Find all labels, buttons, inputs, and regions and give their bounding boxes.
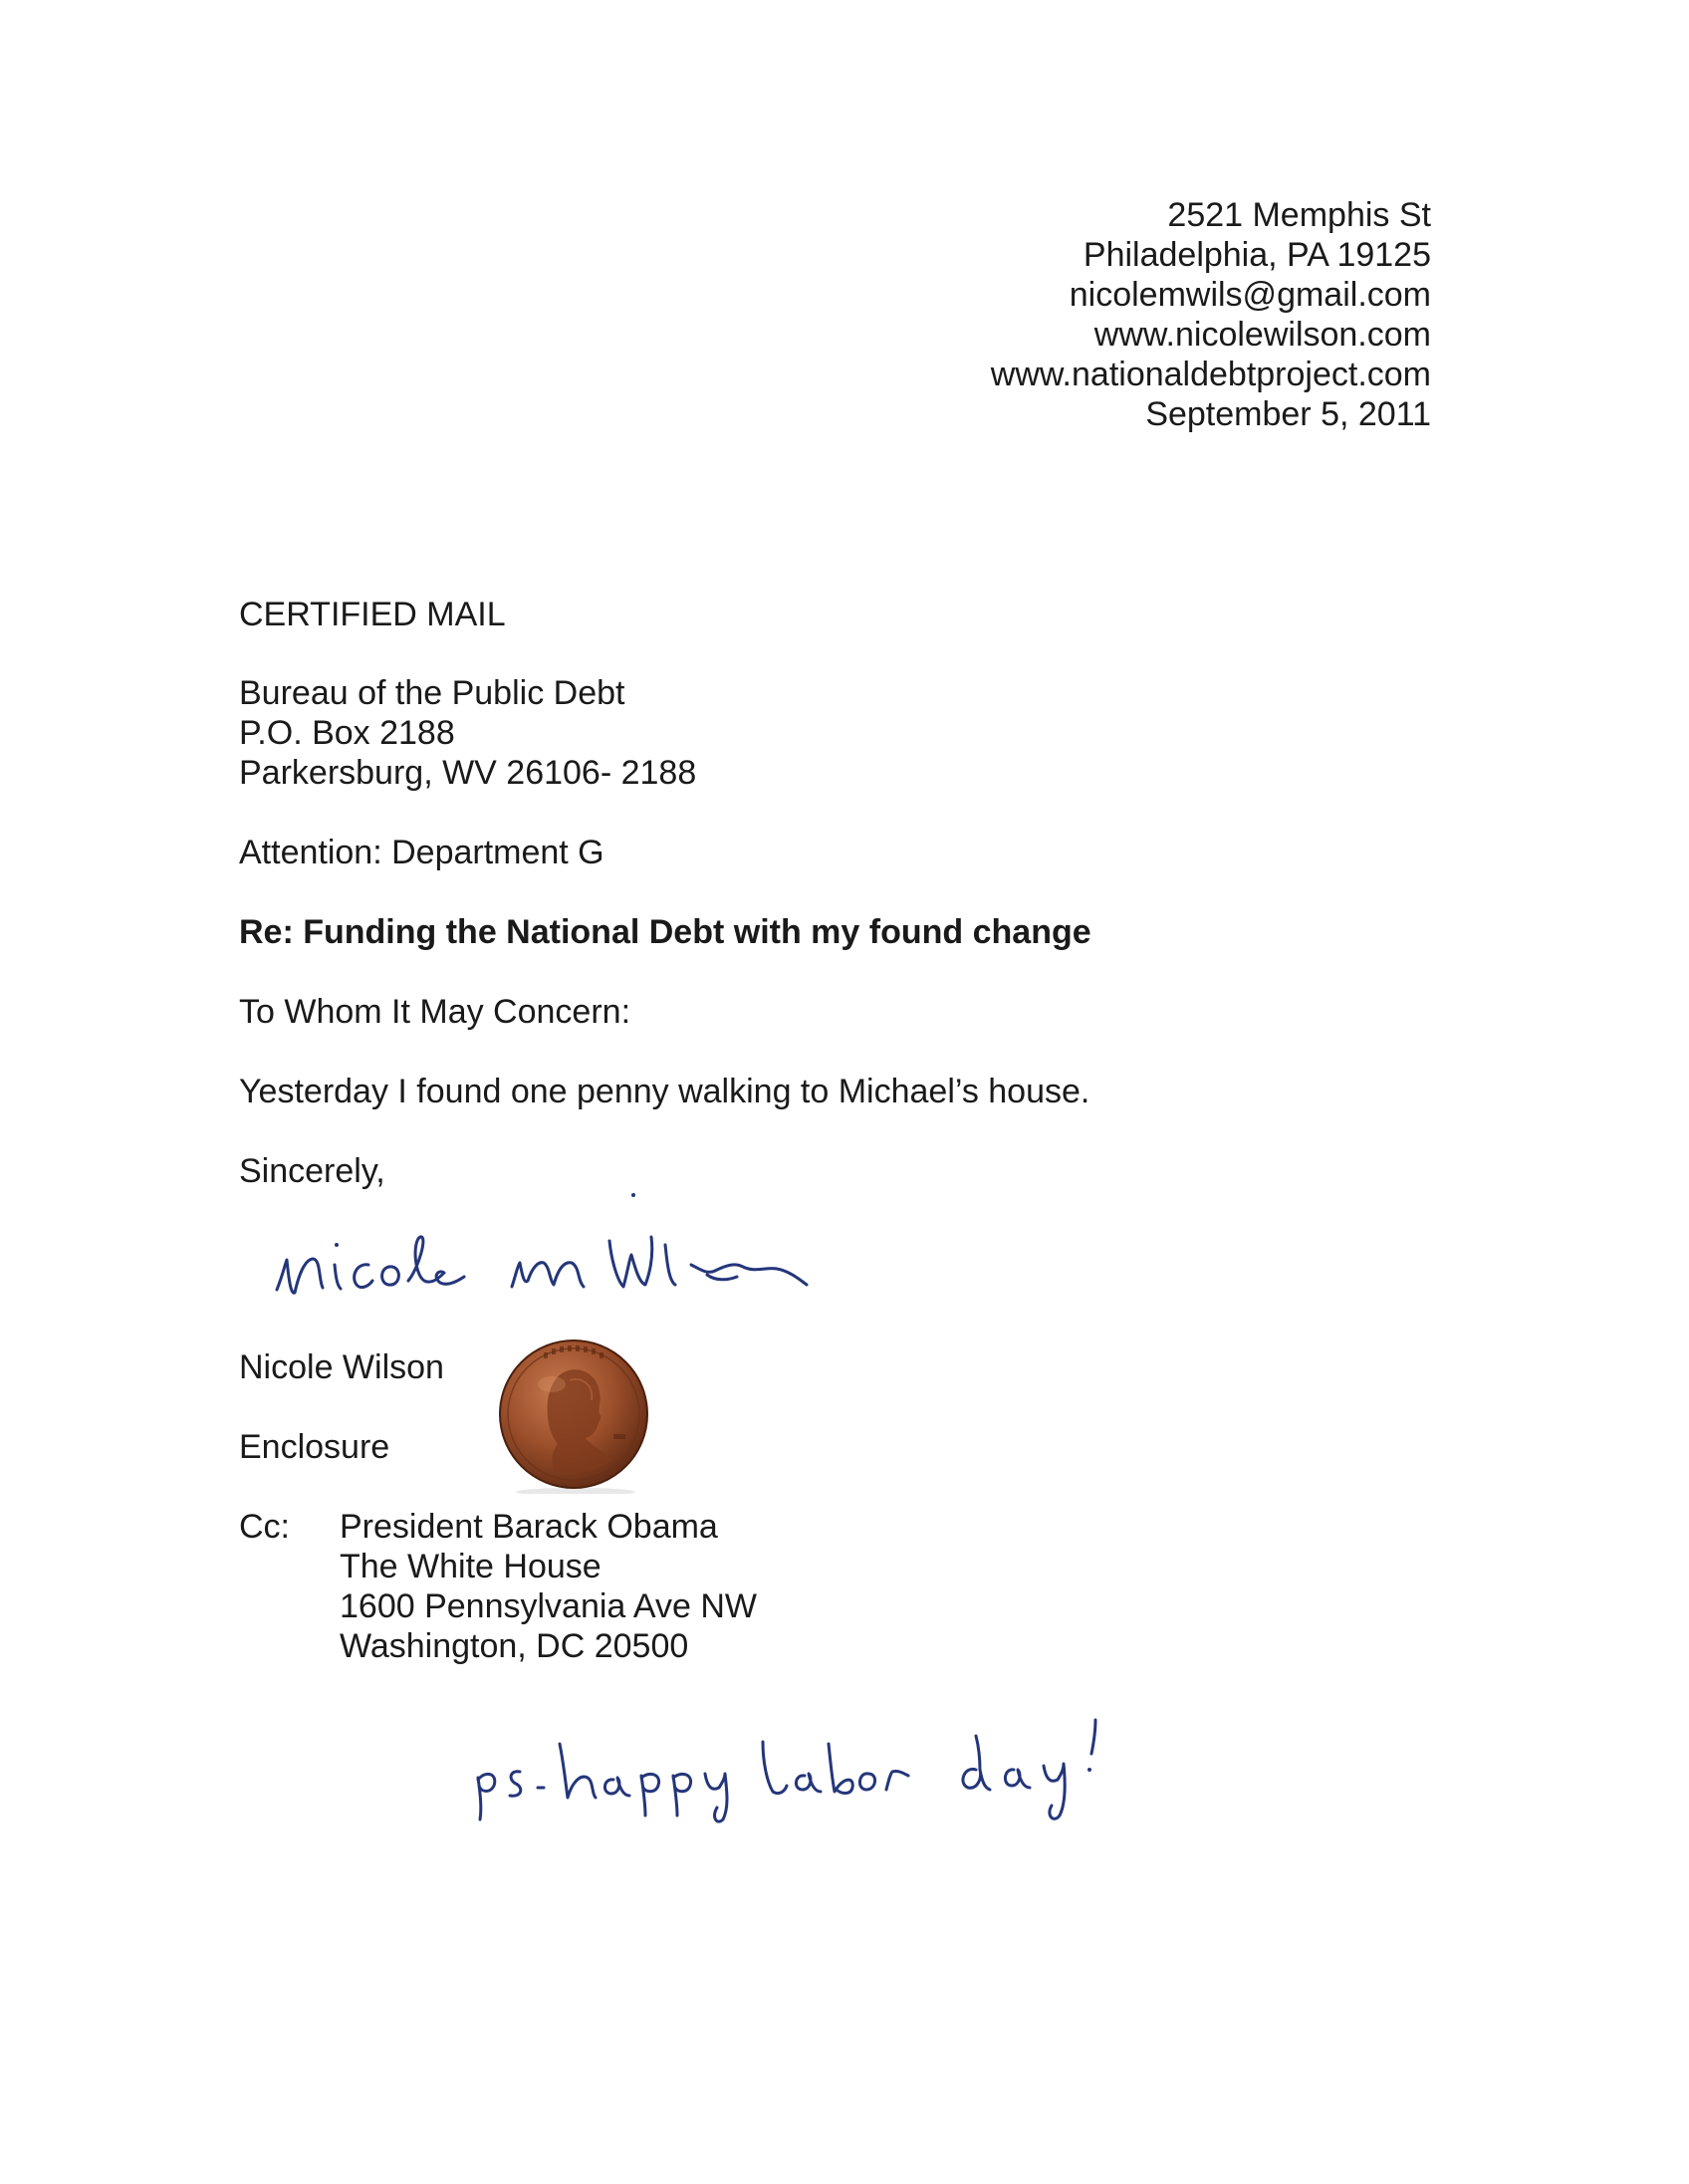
attention-line [239, 833, 604, 872]
cc-line-1: President Barack Obama [340, 1508, 718, 1546]
cc-recipient [340, 1507, 757, 1666]
handwritten-postscript [468, 1708, 1165, 1827]
letter-body [239, 1072, 1089, 1111]
sender-website-1: www.nicolewilson.com [1093, 316, 1431, 354]
sender-website-2: www.nationaldebtproject.com [990, 356, 1431, 393]
sender-address [991, 195, 1431, 434]
recipient-address [239, 673, 696, 793]
sender-city-line: Philadelphia, PA 19125 [1083, 236, 1431, 274]
signer-name [239, 1347, 444, 1387]
delivery-method-text: CERTIFIED MAIL [239, 596, 506, 633]
subject-text: Re: Funding the National Debt with my found change [239, 913, 1091, 951]
cc-label: Cc: [239, 1508, 290, 1546]
letter-date: September 5, 2011 [1145, 395, 1431, 433]
recipient-name: Bureau of the Public Debt [239, 674, 625, 712]
enclosure-text: Enclosure [239, 1428, 390, 1466]
enclosure [239, 1427, 389, 1467]
sender-email: nicolemwils@gmail.com [1069, 276, 1431, 314]
closing-text: Sincerely, [239, 1152, 385, 1190]
body-text: Yesterday I found one penny walking to Michael’s house. [239, 1073, 1090, 1110]
cc-line-4: Washington, DC 20500 [340, 1627, 689, 1665]
delivery-method [239, 595, 506, 634]
attention-text: Attention: Department G [239, 834, 604, 871]
cc-line-3: 1600 Pennsylvania Ave NW [340, 1587, 757, 1625]
penny-coin-image [494, 1335, 653, 1494]
sender-street: 2521 Memphis St [1167, 196, 1431, 234]
subject-line [239, 912, 1091, 952]
handwritten-signature [269, 1185, 827, 1315]
recipient-po-box: P.O. Box 2188 [239, 714, 455, 752]
signer-name-text: Nicole Wilson [239, 1348, 444, 1386]
salutation-text: To Whom It May Concern: [239, 993, 631, 1031]
salutation [239, 992, 630, 1032]
cc-line-2: The White House [340, 1548, 602, 1585]
recipient-city-line: Parkersburg, WV 26106- 2188 [239, 754, 697, 792]
